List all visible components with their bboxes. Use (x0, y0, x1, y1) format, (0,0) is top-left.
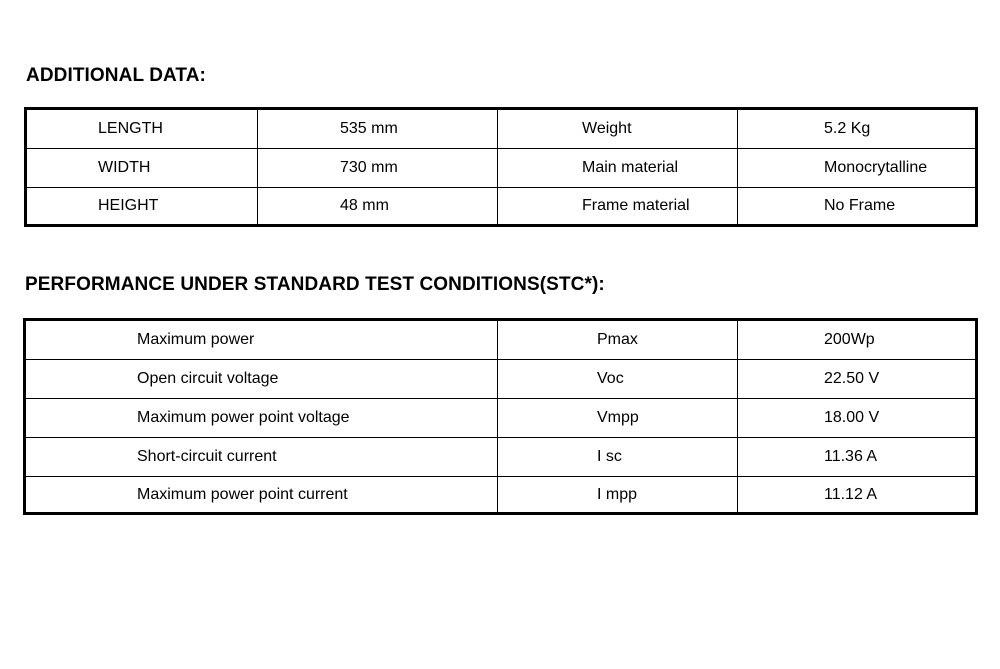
additional-data-table (24, 107, 978, 227)
length-label: LENGTH (26, 109, 258, 149)
value-cell: 200Wp (738, 320, 977, 360)
parameter-cell: Maximum power point current (25, 477, 498, 514)
table-row (26, 109, 977, 149)
parameter-cell: Open circuit voltage (25, 360, 498, 399)
main-material-label: Main material (498, 149, 738, 188)
additional-data-heading: ADDITIONAL DATA: (26, 65, 206, 86)
symbol-cell: I sc (498, 438, 738, 477)
performance-heading: PERFORMANCE UNDER STANDARD TEST CONDITIONS(STC*): (25, 274, 605, 295)
performance-table (23, 318, 978, 515)
weight-label: Weight (498, 109, 738, 149)
width-label: WIDTH (26, 149, 258, 188)
symbol-cell: Voc (498, 360, 738, 399)
value-cell: 18.00 V (738, 399, 977, 438)
table-row (26, 188, 977, 226)
width-value: 730 mm (258, 149, 498, 188)
main-material-value: Monocrytalline (738, 149, 977, 188)
parameter-cell: Maximum power point voltage (25, 399, 498, 438)
table-row (25, 477, 977, 514)
height-value: 48 mm (258, 188, 498, 226)
weight-value: 5.2 Kg (738, 109, 977, 149)
value-cell: 11.36 A (738, 438, 977, 477)
parameter-cell: Maximum power (25, 320, 498, 360)
frame-material-value: No Frame (738, 188, 977, 226)
parameter-cell: Short-circuit current (25, 438, 498, 477)
table-row (25, 399, 977, 438)
table-row (26, 149, 977, 188)
table-row (25, 438, 977, 477)
symbol-cell: I mpp (498, 477, 738, 514)
value-cell: 11.12 A (738, 477, 977, 514)
table-row (25, 320, 977, 360)
symbol-cell: Pmax (498, 320, 738, 360)
length-value: 535 mm (258, 109, 498, 149)
frame-material-label: Frame material (498, 188, 738, 226)
value-cell: 22.50 V (738, 360, 977, 399)
height-label: HEIGHT (26, 188, 258, 226)
table-row (25, 360, 977, 399)
symbol-cell: Vmpp (498, 399, 738, 438)
